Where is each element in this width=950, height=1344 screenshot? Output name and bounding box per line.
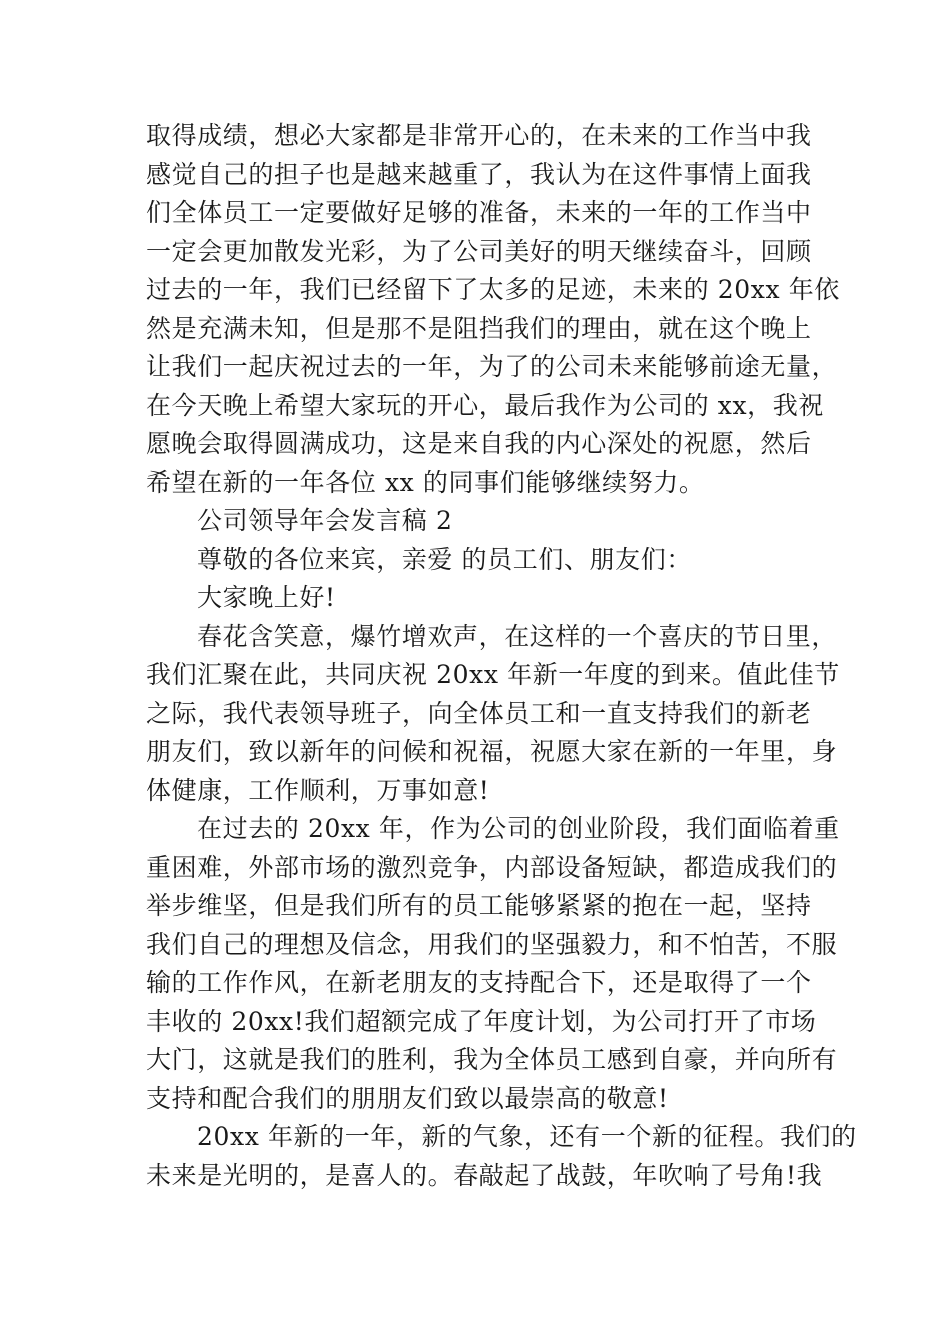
text-line: 之际，我代表领导班子，向全体员工和一直支持我们的新老 [146,698,812,728]
text-line: 举步维坚，但是我们所有的员工能够紧紧的抱在一起，坚持 [146,891,812,920]
text-line: 春花含笑意，爆竹增欢声，在这样的一个喜庆的节日里， [197,621,838,651]
text-line: 感觉自己的担子也是越来越重了，我认为在这件事情上面我 [146,159,812,189]
text-line: 重困难，外部市场的激烈竞争，内部设备短缺，都造成我们的 [146,852,838,882]
text-line: 在今天晚上希望大家玩的开心，最后我作为公司的 xx，我祝 [146,390,824,420]
text-line: 在过去的 20xx 年，作为公司的创业阶段，我们面临着重 [197,814,840,843]
text-line: 过去的一年，我们已经留下了太多的足迹，未来的 20xx 年依 [146,275,840,304]
text-line: 丰收的 20xx!我们超额完成了年度计划，为公司打开了市场 [146,1006,817,1036]
text-line: 们全体员工一定要做好足够的准备，未来的一年的工作当中 [146,198,812,227]
text-line: 愿晚会取得圆满成功，这是来自我的内心深处的祝愿，然后 [146,429,812,458]
text-line: 20xx 年新的一年，新的气象，还有一个新的征程。我们的 [197,1122,857,1151]
document-body [146,117,857,1195]
text-line: 我们自己的理想及信念，用我们的坚强毅力，和不怕苦，不服 [146,929,838,959]
text-line: 希望在新的一年各位 xx 的同事们能够继续努力。 [146,467,705,497]
text-line: 公司领导年会发言稿 2 [197,506,453,535]
text-line: 输的工作作风，在新老朋友的支持配合下，还是取得了一个 [146,968,812,997]
text-line: 支持和配合我们的朋朋友们致以最崇高的敬意! [146,1083,669,1113]
text-line: 然是充满未知，但是那不是阻挡我们的理由，就在这个晚上 [146,313,812,343]
text-line: 我们汇聚在此，共同庆祝 20xx 年新一年度的到来。值此佳节 [146,660,840,689]
text-line: 尊敬的各位来宾，亲爱 的员工们、朋友们： [197,544,692,574]
text-line: 未来是光明的，是喜人的。春敲起了战鼓，年吹响了号角!我 [146,1160,823,1190]
text-line: 取得成绩，想必大家都是非常开心的，在未来的工作当中我 [146,121,812,150]
text-line: 朋友们，致以新年的问候和祝福，祝愿大家在新的一年里，身 [146,737,838,766]
text-line: 大门，这就是我们的胜利，我为全体员工感到自豪，并向所有 [146,1045,838,1074]
text-line: 让我们一起庆祝过去的一年，为了的公司未来能够前途无量， [146,352,838,381]
text-line: 一定会更加散发光彩，为了公司美好的明天继续奋斗，回顾 [146,236,812,266]
text-line: 体健康，工作顺利，万事如意! [146,775,490,805]
text-line: 大家晚上好! [197,583,336,612]
